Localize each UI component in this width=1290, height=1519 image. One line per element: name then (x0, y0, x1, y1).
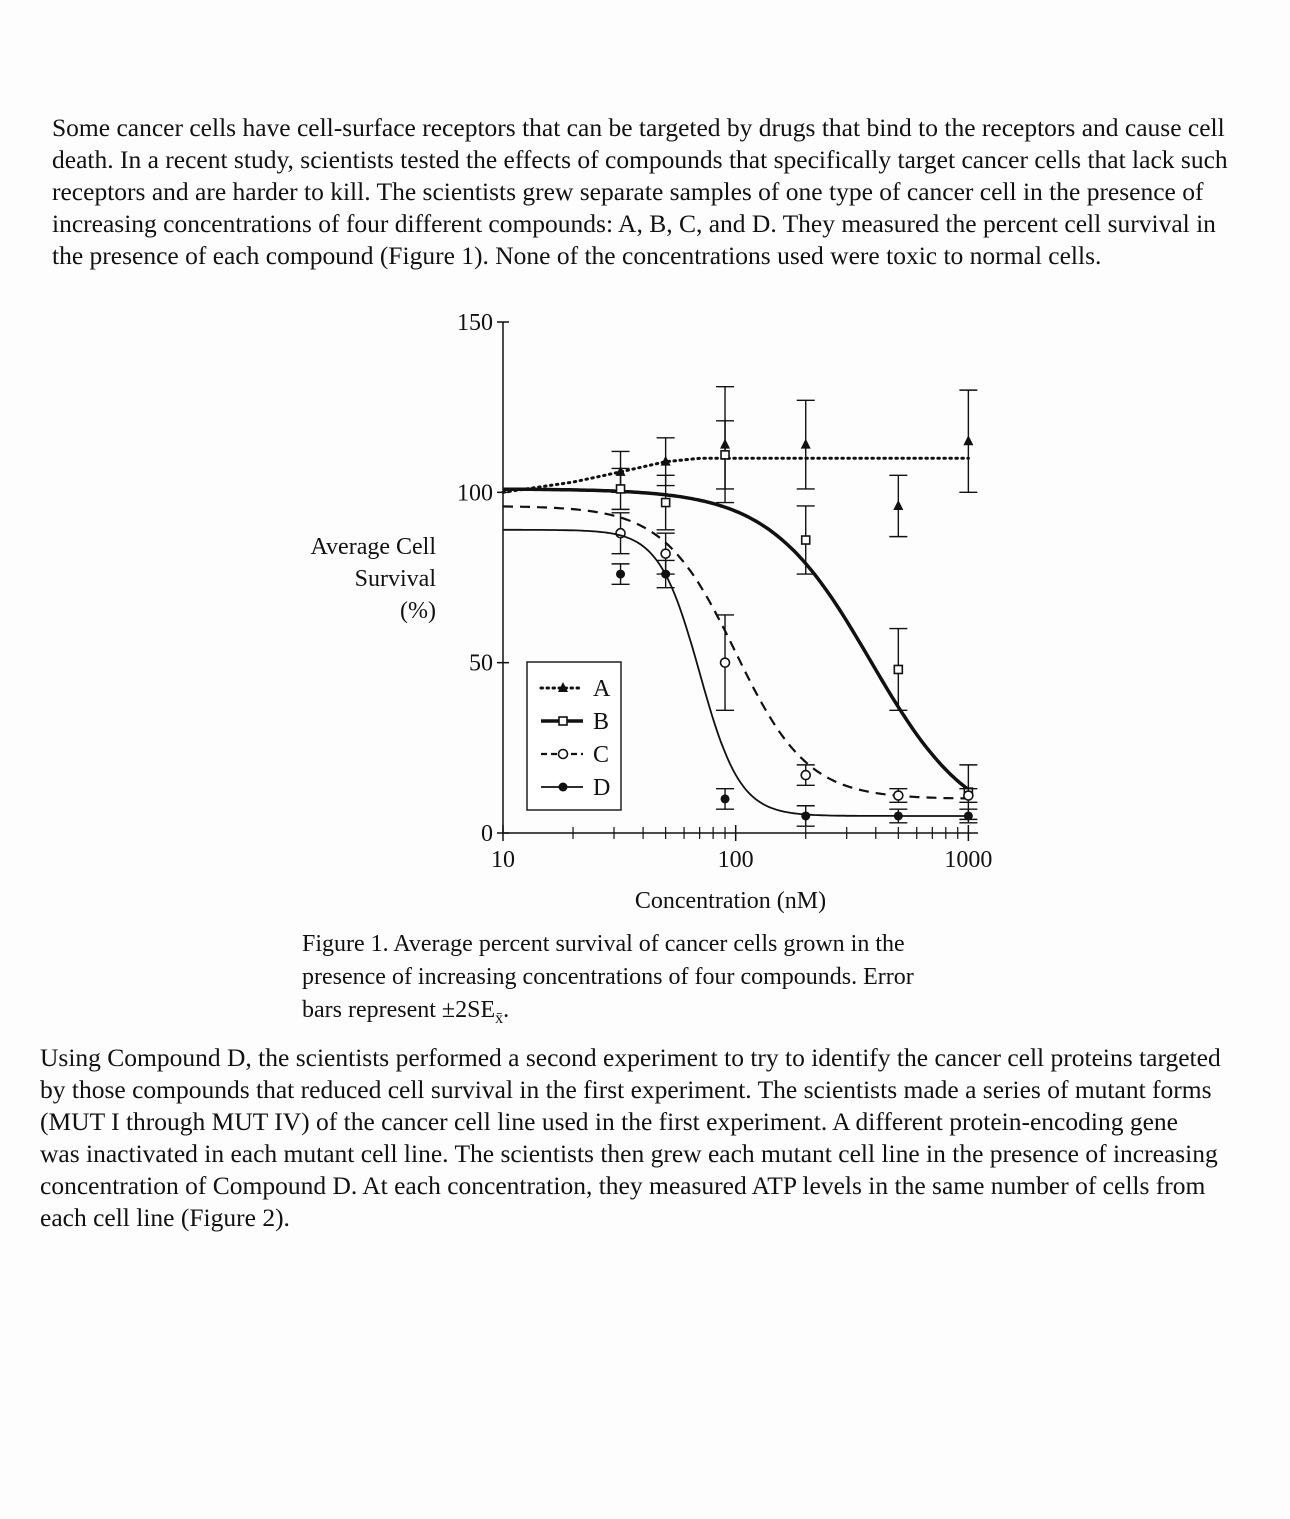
data-point-C (661, 549, 670, 558)
second-line: Using Compound D, the scientists performed a second experiment to try to identify the cancer cell proteins targeted (40, 1043, 1221, 1072)
legend-label-C: C (593, 742, 610, 768)
data-point-D (894, 811, 903, 820)
legend-marker-D (559, 783, 568, 792)
x-tick-label: 1000 (944, 847, 993, 873)
x-tick-label: 100 (717, 847, 754, 873)
caption-line: Figure 1. Average percent survival of cancer cells grown in the (302, 931, 905, 957)
data-point-D (616, 570, 625, 579)
second-line: each cell line (Figure 2). (40, 1203, 290, 1232)
y-tick-label: 100 (457, 480, 493, 507)
caption-line: presence of increasing concentrations of four compounds. Error (302, 964, 914, 990)
second-line: was inactivated in each mutant cell line. The scientists then grew each mutant cell line in the presence of increasing (40, 1139, 1218, 1168)
data-point-C (964, 791, 973, 800)
legend-marker-B (559, 717, 567, 725)
legend-label-B: B (593, 709, 610, 735)
y-axis-title-line: Survival (354, 566, 436, 592)
intro-line: increasing concentrations of four different compounds: A, B, C, and D. They measured the percent cell survival in (52, 209, 1216, 238)
y-tick-label: 0 (481, 821, 493, 847)
intro-line: receptors and are harder to kill. The scientists grew separate samples of one type of cancer cell in the presence of (52, 177, 1204, 206)
data-point-C (801, 771, 810, 780)
legend-marker-C (559, 750, 568, 759)
data-point-D (964, 811, 973, 820)
intro-line: death. In a recent study, scientists tested the effects of compounds that specifically target cancer cells that lack such (52, 145, 1228, 174)
data-point-B (894, 665, 902, 673)
y-axis-title-line: Average Cell (310, 534, 436, 560)
intro-paragraph (52, 112, 1237, 272)
second-paragraph (40, 1042, 1240, 1234)
survival-chart (0, 300, 1290, 920)
data-point-D (661, 570, 670, 579)
data-point-D (801, 811, 810, 820)
second-line: concentration of Compound D. At each concentration, they measured ATP levels in the same number of cells from (40, 1171, 1206, 1200)
data-point-B (721, 451, 729, 459)
x-axis-title: Concentration (nM) (634, 888, 827, 914)
data-point-A (893, 500, 903, 510)
intro-line: Some cancer cells have cell-surface receptors that can be targeted by drugs that bind to the receptors and cause cell (52, 113, 1225, 142)
data-point-D (721, 794, 730, 803)
legend-label-A: A (593, 676, 611, 702)
caption-subscript: x̄ (495, 1010, 504, 1027)
data-point-C (894, 791, 903, 800)
caption-line (302, 994, 1002, 1035)
y-axis-title-line: (%) (400, 598, 436, 624)
y-tick-label: 150 (457, 310, 493, 336)
intro-line: the presence of each compound (Figure 1). None of the concentrations used were toxic to normal cells. (52, 241, 1102, 270)
second-line: by those compounds that reduced cell survival in the first experiment. The scientists made a series of mutant forms (40, 1075, 1212, 1104)
data-point-B (802, 536, 810, 544)
data-point-B (617, 485, 625, 493)
y-tick-label: 50 (469, 650, 493, 677)
figure-caption (302, 928, 1002, 1035)
caption-suffix: . (503, 997, 510, 1023)
data-point-A (801, 439, 811, 449)
caption-prefix: bars represent ±2SE (302, 997, 496, 1023)
data-point-A (963, 435, 973, 445)
legend-label-D: D (593, 775, 611, 801)
x-tick-label: 10 (491, 847, 515, 873)
data-point-C (721, 658, 730, 667)
second-line: (MUT I through MUT IV) of the cancer cell line used in the first experiment. A different protein-encoding gene (40, 1107, 1178, 1136)
data-point-B (662, 499, 670, 507)
